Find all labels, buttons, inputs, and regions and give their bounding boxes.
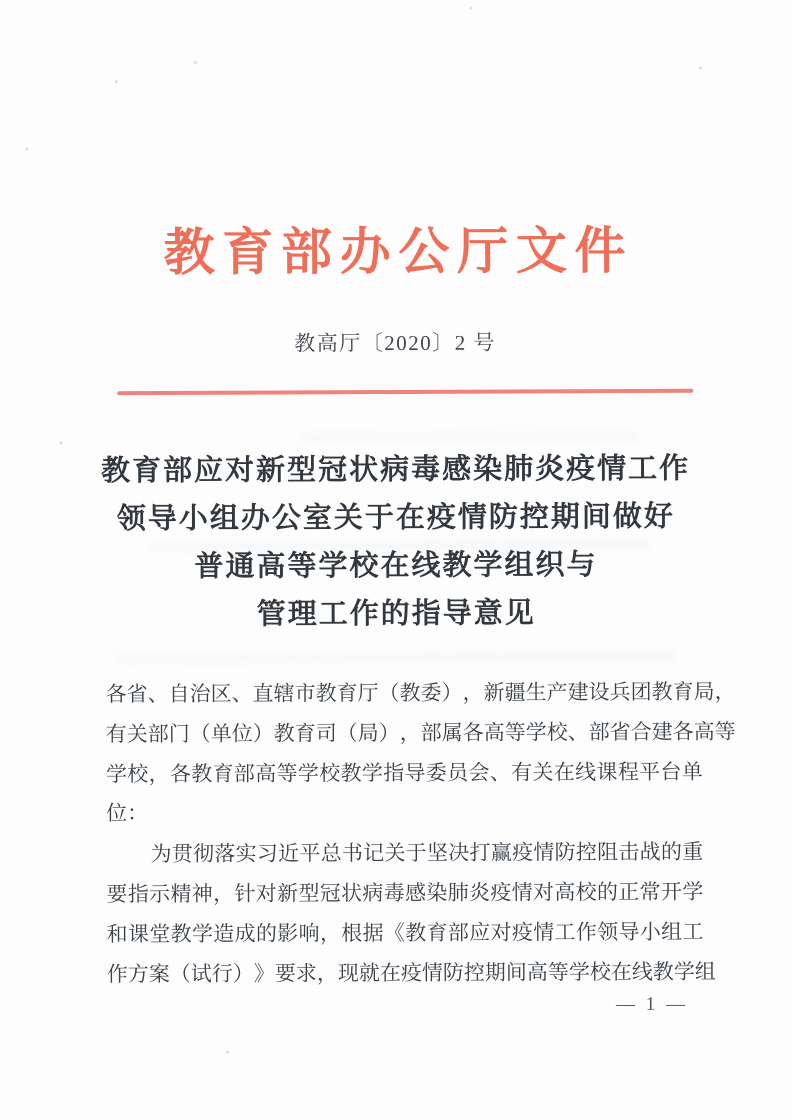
salutation-line: 学 校 ， 各 教 育 部 高 等 学 校 教 学 指 导 委 员 会 、 有 关 在 线 课 程 平 台 单: [105, 759, 703, 787]
red-divider-line: [117, 389, 693, 396]
paragraph-line: 要 指 示 精 神 ， 针 对 新 型 冠 状 病 毒 感 染 肺 炎 疫 情 对 高 校 的 正 常 开 学: [106, 879, 704, 907]
salutation-line: 各 省 、 自 治 区 、 直 辖 市 教 育 厅 （ 教 委 ） ， 新 疆 生 产 建 设 兵 团 教 育 局 ，: [105, 679, 736, 707]
document-number: 教高厅〔2020〕2 号: [294, 330, 496, 356]
scan-speck: [699, 67, 702, 70]
scan-speck: [226, 1051, 229, 1054]
document-title-line: 普通高等学校在线教学组织与: [194, 549, 598, 583]
agency-header-title: 教 育 部 办 公 厅 文 件: [163, 221, 626, 282]
paragraph-line: 和 课 堂 教 学 造 成 的 影 响 ， 根 据 《 教 育 部 应 对 疫 情 工 作 领 导 小 组 工: [106, 919, 704, 947]
page-number: — 1 —: [615, 993, 688, 1016]
paragraph-line: 作 方 案 （ 试 行 ） 》 要 求 ， 现 就 在 疫 情 防 控 期 间 高 等 学 校 在 线 教 学 组: [106, 959, 716, 987]
agency-header: [0, 219, 791, 284]
document-title-line: 教育部应对新型冠状病毒感染肺炎疫情工作: [101, 452, 691, 488]
salutation-line: 位：: [106, 801, 149, 826]
document-title-line: 领导小组办公室关于在疫情防控期间做好: [116, 500, 675, 536]
scan-speck: [115, 80, 118, 83]
paragraph-line: 为 贯 彻 落 实 习 近 平 总 书 记 关 于 坚 决 打 赢 疫 情 防 控 阻 击 战 的 重: [150, 839, 704, 867]
document-title-line: 管理工作的指导意见: [256, 597, 536, 631]
bleed-through-smudge: [299, 431, 639, 443]
document-body: [105, 671, 736, 994]
salutation-line: 有 关 部 门 （ 单 位 ） 教 育 司 （ 局 ） ， 部 属 各 高 等 学 校 、 部 省 合 建 各 高 等: [105, 719, 736, 747]
bleed-through-smudge: [115, 651, 675, 664]
scan-speck: [59, 441, 62, 444]
scan-speck: [25, 148, 28, 151]
scan-speck: [194, 61, 197, 64]
document-title: [0, 444, 792, 639]
scan-speck: [470, 7, 473, 10]
